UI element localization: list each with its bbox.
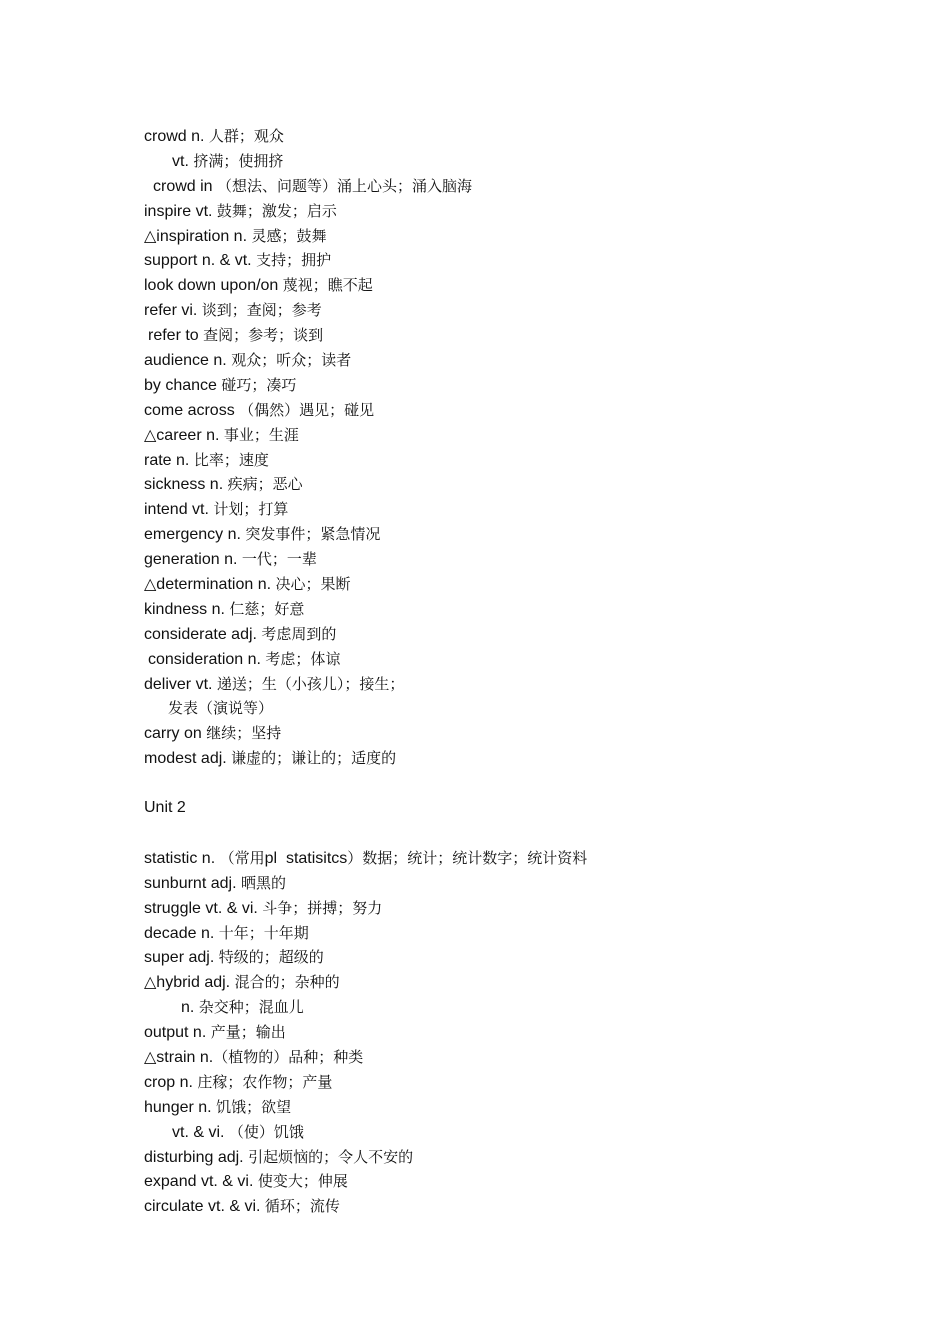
entry-refer-to: refer to 查阅；参考；谈到 [148, 326, 324, 345]
entry-crowd-in: crowd in （想法、问题等）涌上心头；涌入脑海 [153, 176, 473, 195]
entry-struggle: struggle vt. & vi. 斗争；拼搏；努力 [144, 898, 383, 917]
entry-considerate: considerate adj. 考虑周到的 [144, 624, 337, 643]
entry-statistic: statistic n. （常用pl statisitcs）数据；统计；统计数字；统计资料 [144, 848, 588, 867]
entry-come-across: come across （偶然）遇见；碰见 [144, 400, 375, 419]
entry-rate: rate n. 比率；速度 [144, 450, 269, 469]
entry-output: output n. 产量；输出 [144, 1023, 286, 1042]
entry-crowd: crowd n. 人群；观众 [144, 127, 284, 145]
entry-deliver: deliver vt. 递送；生（小孩儿）；接生； [144, 674, 405, 693]
spacer [144, 771, 844, 796]
entry-deliver-cont: 发表（演说等） [168, 699, 274, 718]
entry-emergency: emergency n. 突发事件；紧急情况 [144, 525, 381, 544]
entry-hybrid-n: n. 杂交种；混血儿 [181, 998, 304, 1017]
entry-strain: △strain n.（植物的）品种；种类 [144, 1047, 364, 1066]
entry-look-down-upon: look down upon/on 蔑视；瞧不起 [144, 276, 373, 295]
entry-inspiration: △inspiration n. 灵感；鼓舞 [144, 226, 327, 245]
entry-generation: generation n. 一代；一辈 [144, 550, 317, 569]
entry-sunburnt: sunburnt adj. 晒黑的 [144, 873, 286, 892]
entry-determination: △determination n. 决心；果断 [144, 575, 351, 594]
entry-support: support n. & vt. 支持；拥护 [144, 251, 332, 270]
entry-decade: decade n. 十年；十年期 [144, 923, 309, 942]
entry-expand: expand vt. & vi. 使变大；伸展 [144, 1172, 348, 1191]
entry-hunger: hunger n. 饥饿；欲望 [144, 1097, 292, 1116]
entry-disturbing: disturbing adj. 引起烦恼的；令人不安的 [144, 1147, 414, 1166]
entry-audience: audience n. 观众；听众；读者 [144, 351, 352, 370]
unit-heading: Unit 2 [144, 799, 186, 817]
entry-modest: modest adj. 谦虚的；谦让的；适度的 [144, 749, 397, 768]
entry-sickness: sickness n. 疾病；恶心 [144, 475, 303, 494]
vocabulary-list [144, 124, 844, 1219]
entry-crop: crop n. 庄稼；农作物；产量 [144, 1072, 333, 1091]
entry-consideration: consideration n. 考虑；体谅 [148, 649, 341, 668]
entry-hunger-vt: vt. & vi. （使）饥饿 [172, 1122, 304, 1141]
entry-crowd-vt: vt. 挤满；使拥挤 [172, 151, 284, 170]
entry-career: △career n. 事业；生涯 [144, 425, 299, 444]
entry-hybrid: △hybrid adj. 混合的；杂种的 [144, 973, 340, 992]
entry-circulate: circulate vt. & vi. 循环；流传 [144, 1197, 340, 1216]
entry-carry-on: carry on 继续；坚持 [144, 724, 282, 743]
entry-inspire: inspire vt. 鼓舞；激发；启示 [144, 201, 337, 220]
entry-by-chance: by chance 碰巧；凑巧 [144, 375, 297, 394]
spacer [144, 821, 844, 846]
entry-kindness: kindness n. 仁慈；好意 [144, 599, 305, 618]
entry-intend: intend vt. 计划；打算 [144, 500, 289, 519]
entry-super: super adj. 特级的；超级的 [144, 948, 324, 967]
entry-refer: refer vi. 谈到；查阅；参考 [144, 301, 322, 320]
